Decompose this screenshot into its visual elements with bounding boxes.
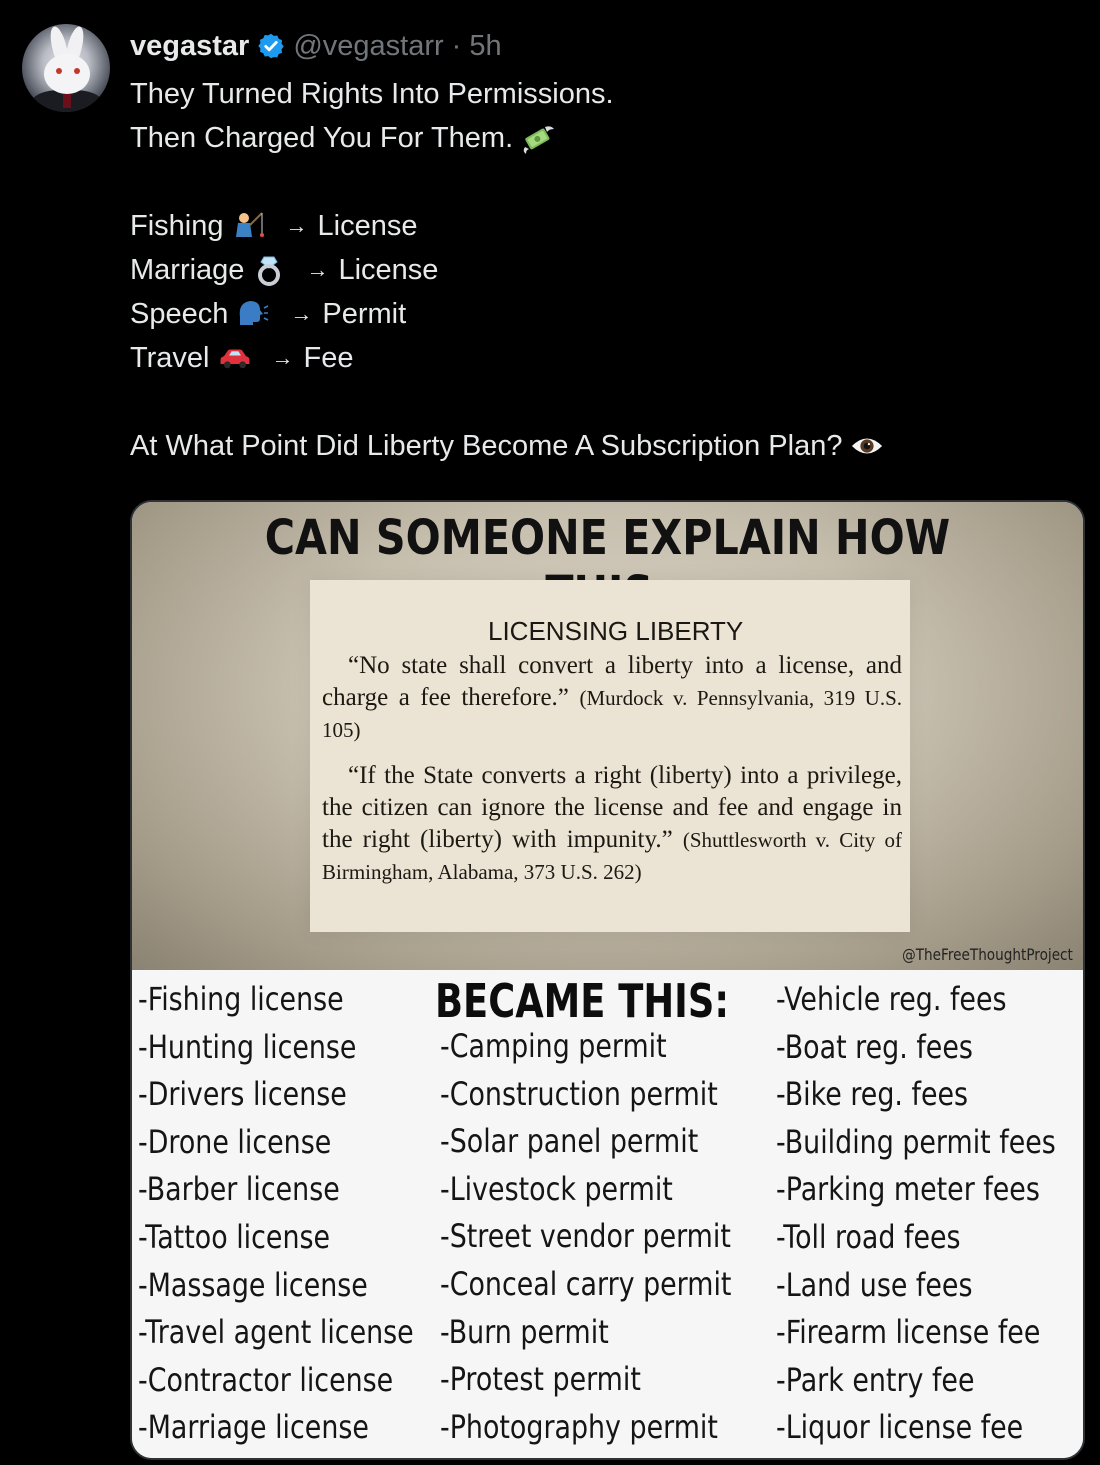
car-icon [218,341,252,375]
list-item: -Marriage license [138,1408,369,1447]
list-item: -Park entry fee [776,1360,975,1399]
speaking-head-icon [236,297,270,331]
blank-line [130,160,892,204]
display-name[interactable]: vegastar [130,29,250,62]
separator-dot: · [451,29,462,62]
speech-label: Speech [130,298,229,330]
arrow-fishing: → [285,213,308,238]
arrow-marriage: → [306,257,329,282]
list-item: -Fishing license [138,980,344,1018]
permit-column [440,1023,787,1451]
quote-1-citation: (Murdock v. Pennsylvania, 319 U.S. 105) [322,686,902,742]
book-body [322,650,902,902]
quote-2-citation: (Shuttlesworth v. City of Birmingham, Alabama, 373 U.S. 262) [322,828,903,884]
license-column [138,976,466,1452]
list-item: -Liquor license fee [776,1408,1024,1447]
fishing-label: Fishing [130,210,224,242]
timestamp[interactable]: 5h [469,29,502,62]
quote-1-text: “No state shall convert a liberty into a license, and charge a fee therefore.” [322,652,902,711]
blank-line-2 [130,380,892,424]
list-item: -Building permit fees [776,1122,1056,1161]
list-item: -Protest permit [440,1360,641,1399]
ring-icon [252,253,286,287]
text-line-1 [130,72,892,116]
list-item: -Boat reg. fees [776,1027,973,1066]
travel-label: Travel [130,342,210,374]
quote-2 [322,760,902,888]
list-item: -Street vendor permit [440,1217,731,1256]
list-line-fishing [130,204,892,248]
list-item: -Tattoo license [138,1217,331,1256]
list-item: -Camping permit [440,1027,667,1065]
avatar[interactable] [22,24,110,112]
list-item: -Firearm license fee [776,1313,1041,1352]
avatar-eye-left [56,68,62,74]
list-item: -Livestock permit [440,1169,673,1208]
travel-result: Fee [303,342,354,374]
list-item: -Drivers license [138,1075,347,1114]
book-excerpt [310,580,910,932]
tweet-text [130,72,892,468]
list-item: -Bike reg. fees [776,1075,969,1114]
list-item: -Massage license [138,1265,368,1304]
speech-result: Permit [322,298,407,330]
verified-badge-icon[interactable] [257,32,285,60]
text-line-question [130,424,892,468]
attached-image[interactable] [130,500,1085,1460]
arrow-travel: → [271,345,294,370]
list-item: -Travel agent license [138,1313,414,1352]
list-item: -Land use fees [776,1265,973,1304]
watermark: @TheFreeThoughtProject [902,945,1073,964]
marriage-result: License [338,254,439,286]
avatar-head [44,54,90,94]
list-item: -Barber license [138,1170,340,1209]
money-with-wings-icon [521,121,555,155]
question-text: At What Point Did Liberty Become A Subscription Plan? [130,430,843,462]
list-line-travel [130,336,892,380]
fee-column [776,976,1085,1452]
fishing-result: License [317,210,418,242]
text-line-2 [130,116,892,160]
marriage-label: Marriage [130,254,245,286]
tweet-header [130,26,502,66]
list-item: -Parking meter fees [776,1170,1040,1209]
list-item: -Construction permit [440,1074,718,1113]
list-line-marriage [130,248,892,292]
list-line-speech [130,292,892,336]
text-line-2-content: Then Charged You For Them. [130,122,514,154]
book-title: LICENSING LIBERTY [488,616,744,646]
quote-1 [322,650,902,746]
list-item: -Vehicle reg. fees [776,980,1007,1018]
meme-bottom-panel [132,970,1083,1460]
list-item: -Conceal carry permit [440,1264,732,1303]
became-heading: BECAME THIS: [435,974,730,1028]
book-ghost-text [318,584,738,620]
eye-icon [850,429,884,463]
quote-2-text: “If the State converts a right (liberty) into a privilege, the citizen can ignore the license and fee and engage in the right (liberty) with impunity.” [322,762,902,853]
arrow-speech: → [290,301,313,326]
list-item: -Solar panel permit [440,1122,699,1161]
list-item: -Contractor license [138,1360,394,1399]
text-line-1-content: They Turned Rights Into Permissions. [130,78,614,110]
list-item: -Hunting license [138,1027,357,1066]
fishing-person-icon [232,209,266,243]
handle[interactable]: @vegastarr [293,29,444,62]
avatar-eye-right [74,68,80,74]
list-item: -Drone license [138,1122,332,1161]
meme-headline: CAN SOMEONE EXPLAIN HOW [264,510,951,566]
list-item: -Toll road fees [776,1217,961,1256]
list-item: -Photography permit [440,1407,718,1446]
meme-top-panel [132,502,1083,970]
list-item: -Burn permit [440,1312,609,1351]
